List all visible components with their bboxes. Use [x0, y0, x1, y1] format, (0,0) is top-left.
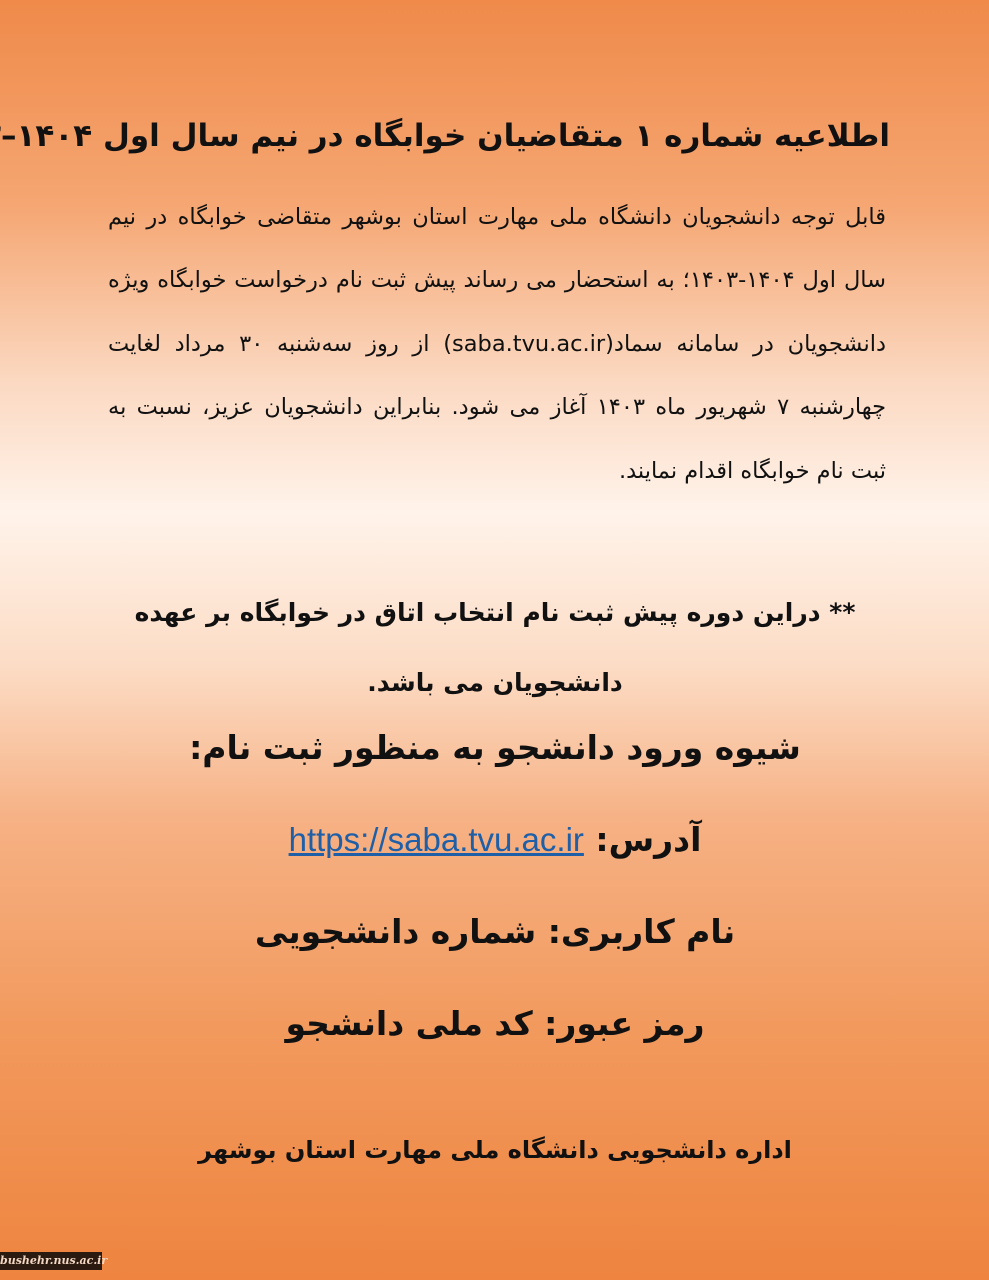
address-label: آدرس: [595, 820, 702, 859]
announcement-title: اطلاعیه شماره ۱ متقاضیان خوابگاه در نیم سال اول ۱۴۰۴– [1, 118, 890, 154]
room-selection-note: ** دراین دوره پیش ثبت نام انتخاب اتاق در خوابگاه بر عهده دانشجویان می باشد. [134, 598, 856, 697]
login-method-heading: شیوه ورود دانشجو به منظور ثبت نام: [189, 728, 801, 767]
announcement-body: قابل توجه دانشجویان دانشگاه ملی مهارت استان بوشهر متقاضی خوابگاه در نیم سال اول ۱۴۰۴-۱۴۰۳؛ به استحضار می رساند پیش ثبت نام درخواست خوابگاه ویژه دانشجویان در سامانه سماد(saba.tvu.ac.ir) از روز سه‌شنبه ۳۰ مرداد لغایت چهارشنبه ۷ شهریور ماه ۱۴۰۳ آغاز می شود. بنابراین دانشجویان عزیز، نسبت به ثبت نام خوابگاه اقدام نمایند. [108, 204, 887, 484]
password-line: رمز عبور: کد ملی دانشجو [285, 1004, 705, 1043]
site-watermark: bushehr.nus.ac.ir [0, 1252, 102, 1270]
footer-signature: اداره دانشجویی دانشگاه ملی مهارت استان بوشهر [198, 1136, 792, 1164]
address-link[interactable]: https://saba.tvu.ac.ir [288, 821, 584, 858]
username-line: نام کاربری: شماره دانشجویی [254, 912, 736, 951]
address-row [100, 820, 890, 859]
